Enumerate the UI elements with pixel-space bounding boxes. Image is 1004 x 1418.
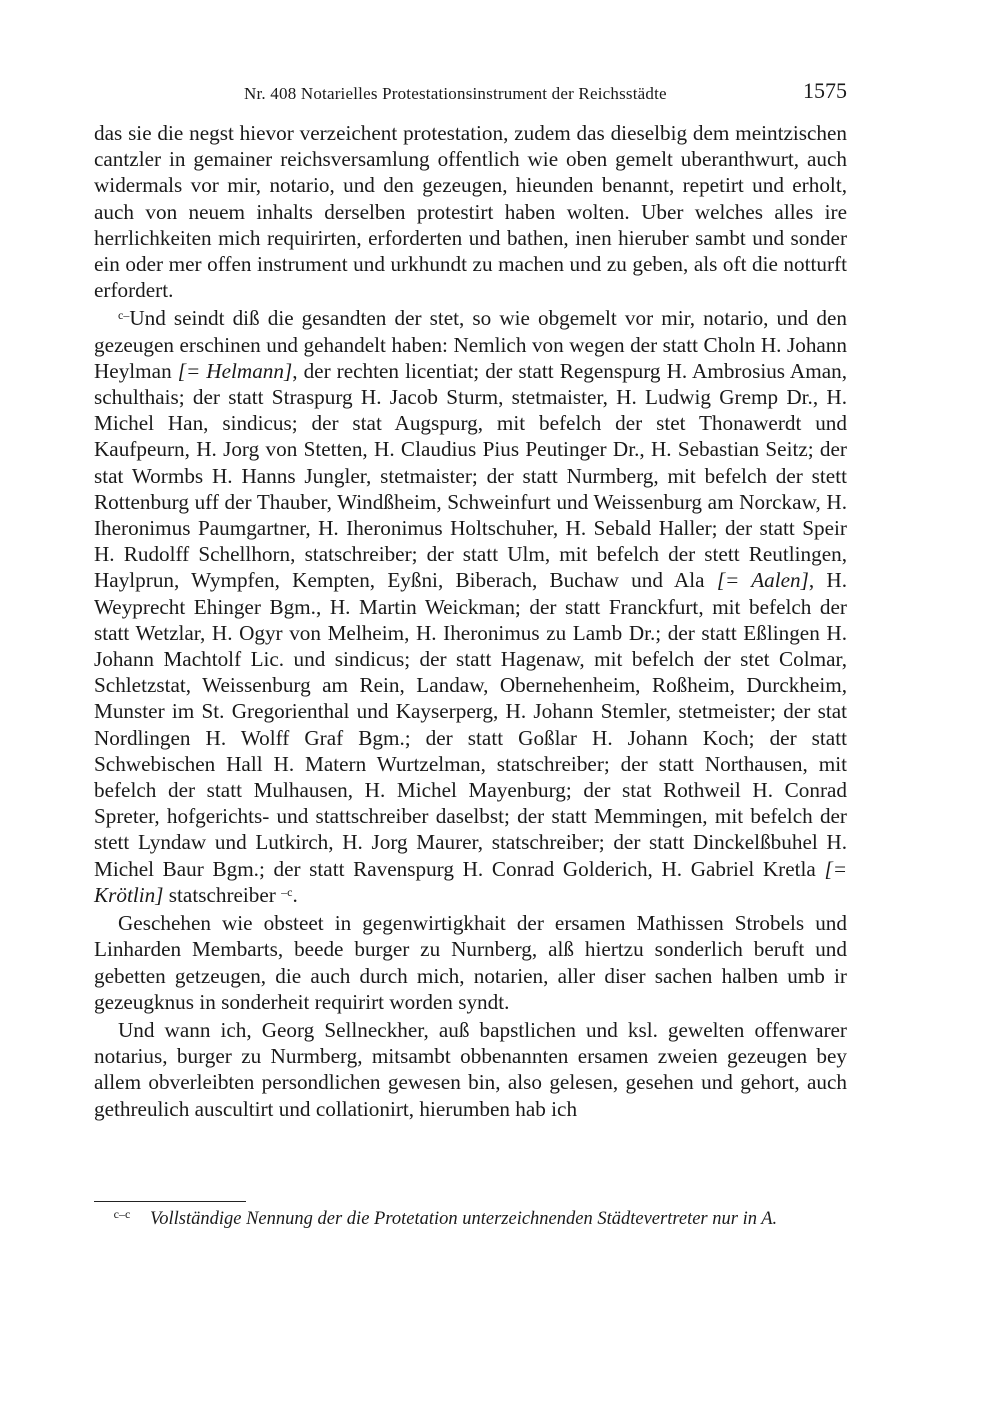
paragraph-1: das sie die negst hievor verzeichent protestation, zudem das dieselbig dem meintzischen cantzler in gemainer reichsversamlung offentlich wie oben gemelt uberanthwurt, auch widermals vor mir, notario, und den gezeugen, hieunden benannt, repetirt und erholt, auch von neuem inhalts derselben protestirt haben wolten. Uber welches alles ire herrlichkeiten mich requirirten, erforderten und bathen, inen hieruber sambt und sonder ein oder mer offen instrument und urkhundt zu machen und zu geben, als oft die notturft erfordert. <box>94 121 847 303</box>
paragraph-2-text-a: Und seindt diß die gesandten der stet, so wie obgemelt vor mir, notario, und den gezeugen erschinen und gehandelt haben: Nemlich von wegen der statt Choln H. Johann Heylman <box>94 306 847 383</box>
paragraph-3: Geschehen wie obsteet in gegenwirtigkhait der ersamen Mathissen Strobels und Linharden Membarts, beede burger zu Nurnberg, alß hiertzu sonderlich beruft und gebetten getzeugen, die auch durch mich, notarien, aller diser sachen halben umb ir gezeugknus in sonderheit requirirt worden syndt. <box>94 911 847 1014</box>
footnote-mark-open: c– <box>118 308 130 323</box>
main-text <box>94 120 847 1122</box>
footnote-divider <box>94 1201 246 1202</box>
footnote-mark-close: –c <box>281 884 293 899</box>
running-head: Nr. 408 Notarielles Protestationsinstrument der Reichsstädte <box>244 84 667 103</box>
footnote-text: Vollständige Nennung der die Protetation unterzeichnenden Städtevertreter nur in A. <box>150 1209 778 1229</box>
page-number: 1575 <box>803 78 847 103</box>
footnote: c–c Vollständige Nennung der die Protetation unterzeichnenden Städtevertreter nur in A. <box>113 1207 778 1229</box>
paragraph-4: Und wann ich, Georg Sellneckher, auß bapstlichen und ksl. gewelten offenwarer notarius, burger zu Nurmberg, mitsambt obbenannten ersamen zweien gezeugen bey allem obverleibten persondlichen gewesen bin, also gelesen, gesehen und gehort, auch gethreulich auscultirt und collationirt, hierumben hab ich <box>94 1017 847 1121</box>
editorial-note: [= Helmann] <box>177 358 293 383</box>
page-header <box>94 78 847 112</box>
paragraph-2-end: . <box>292 882 298 907</box>
paragraph-2 <box>94 305 847 908</box>
paragraph-2-text-c: , H. Weyprecht Ehinger Bgm., H. Martin Weickman; der statt Franckfurt, mit befelch der statt Wetzlar, H. Ogyr von Melheim, H. Iheronimus zu Lamb Dr.; der statt Eßlingen H. Johann Machtolf Lic. und sindicus; der statt Hagenaw, mit befelch der stet Colmar, Schletzstat, Weissenburg am Rein, Landaw, Obernehenheim, Roßheim, Durckheim, Munster im St. Gregorienthal und Kayserperg, H. Johann Stemler, stetmeister; der stat Nordlingen H. Wolff Graf Bgm.; der statt Goßlar H. Johann Koch; der statt Schwebischen Hall H. Matern Wurtzelman, statschreiber; der statt Northausen, mit befelch der statt Mulhausen, H. Michel Mayenburg; der stat Rothweil H. Conrad Spreter, hofgerichts- und stattschreiber daselbst; der statt Memmingen, mit befelch der stett Lyndaw und Lutkirch, H. Jorg Maurer, statschreiber; der statt Dinckelßbuhel H. Michel Baur Bgm.; der statt Ravenspurg H. Conrad Golderich, H. Gabriel Kretla <box>94 568 848 881</box>
editorial-note: [= Krötlin] <box>94 856 847 907</box>
editorial-note: [= Aalen] <box>716 568 809 593</box>
paragraph-2-text-b: , der rechten licentiat; der statt Regenspurg H. Ambrosius Aman, schulthais; der statt Straspurg H. Jacob Sturm, stetmaister, H. Ludwig Gremp Dr., H. Michel Han, sindicus; der stat Augspurg, mit befelch der stet Thonawerdt und Kaufpeurn, H. Jorg von Stetten, H. Claudius Pius Peutinger Dr., H. Sebastian Seitz; der stat Wormbs H. Hanns Jungler, stetmaister; der statt Nurmberg, mit befelch der stett Rottenburg uff der Thauber, Windßheim, Schweinfurt und Weissenburg am Norckaw, H. Iheronimus Paumgartner, H. Iheronimus Holtschuher, H. Sebald Haller; der statt Speir H. Rudolff Schellhorn, statschreiber; der statt Ulm, mit befelch der stett Reutlingen, Haylprun, Wympfen, Kempten, Eyßni, Biberach, Buchaw und Ala <box>94 358 847 593</box>
paragraph-2-text-d: statschreiber <box>163 882 282 907</box>
